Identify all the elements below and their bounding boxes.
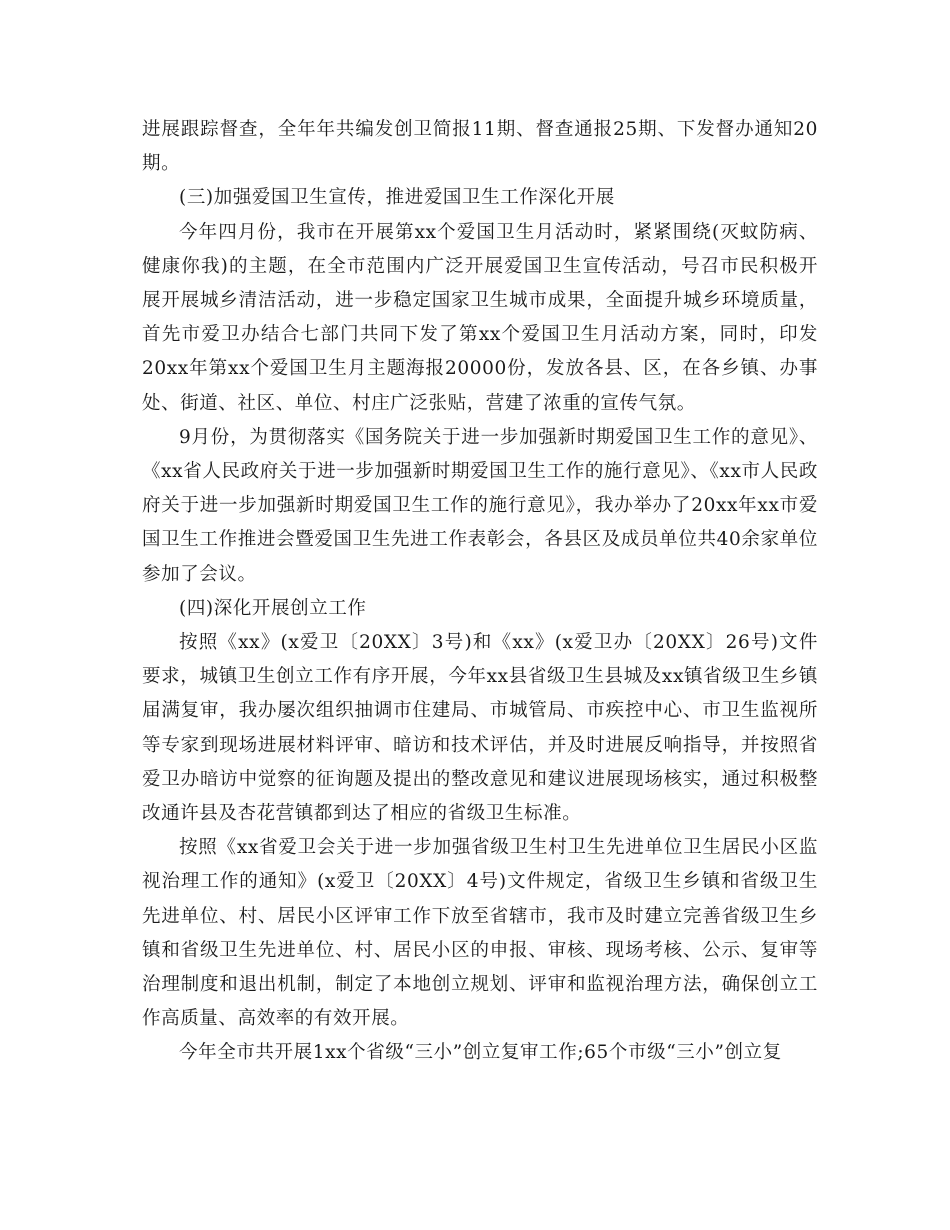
paragraph-september-meeting: 9月份，为贯彻落实《国务院关于进一步加强新时期爱国卫生工作的意见》、《xx省人民政府关于进一步加强新时期爱国卫生工作的施行意见》、《xx市人民政府关于进一步加强新时期爱国卫生工作的施行意见》，我办举办了20xx年xx市爱国卫生工作推进会暨爱国卫生先进工作表彰会，各县区及成员单位共40余家单位参加了会议。 xyxy=(142,426,818,585)
paragraph-provincial-evaluation: 按照《xx省爱卫会关于进一步加强省级卫生村卫生先进单位卫生居民小区监视治理工作的通知》(x爱卫〔20XX〕4号)文件规定，省级卫生乡镇和省级卫生先进单位、村、居民小区评审工作下放至省辖市，我市及时建立完善省级卫生乡镇和省级卫生先进单位、村、居民小区的申报、审核、现场考核、公示、复审等治理制度和退出机制，制定了本地创立规划、评审和监视治理方法，确保创立工作高质量、高效率的有效开展。 xyxy=(142,837,818,1030)
paragraph-town-review: 按照《xx》(x爱卫〔20XX〕3号)和《xx》(x爱卫办〔20XX〕26号)文件要求，城镇卫生创立工作有序开展，今年xx县省级卫生县城及xx镇省级卫生乡镇届满复审，我办屡次组织抽调市住建局、市城管局、市疾控中心、市卫生监视所等专家到现场进展材料评审、暗访和技术评估，并及时进展反响指导，并按照省爱卫办暗访中觉察的征询题及提出的整改意见和建议进展现场核实，通过积极整改通许县及杏花营镇都到达了相应的省级卫生标准。 xyxy=(142,632,818,825)
paragraph-three-small: 今年全市共开展1xx个省级“三小”创立复审工作;65个市级“三小”创立复 xyxy=(179,1042,782,1064)
section-heading-4: (四)深化开展创立工作 xyxy=(179,597,367,619)
paragraph-april-campaign: 今年四月份，我市在开展第xx个爱国卫生月活动时，紧紧围绕(灭蚊防病、健康你我)的主题，在全市范围内广泛开展爱国卫生宣传活动，号召市民积极开展开展城乡清洁活动，进一步稳定国家卫生城市成果，全面提升城乡环境质量，首先市爱卫办结合七部门共同下发了第xx个爱国卫生月活动方案，同时，印发20xx年第xx个爱国卫生月主题海报20000份，发放各县、区，在各乡镇、办事处、街道、社区、单位、村庄广泛张贴，营建了浓重的宣传气氛。 xyxy=(142,221,818,414)
document-body xyxy=(142,113,818,1071)
paragraph-continuation: 进展跟踪督查，全年年共编发创卫简报11期、督查通报25期、下发督办通知20期。 xyxy=(142,119,818,175)
section-heading-3: (三)加强爱国卫生宣传，推进爱国卫生工作深化开展 xyxy=(179,187,615,209)
